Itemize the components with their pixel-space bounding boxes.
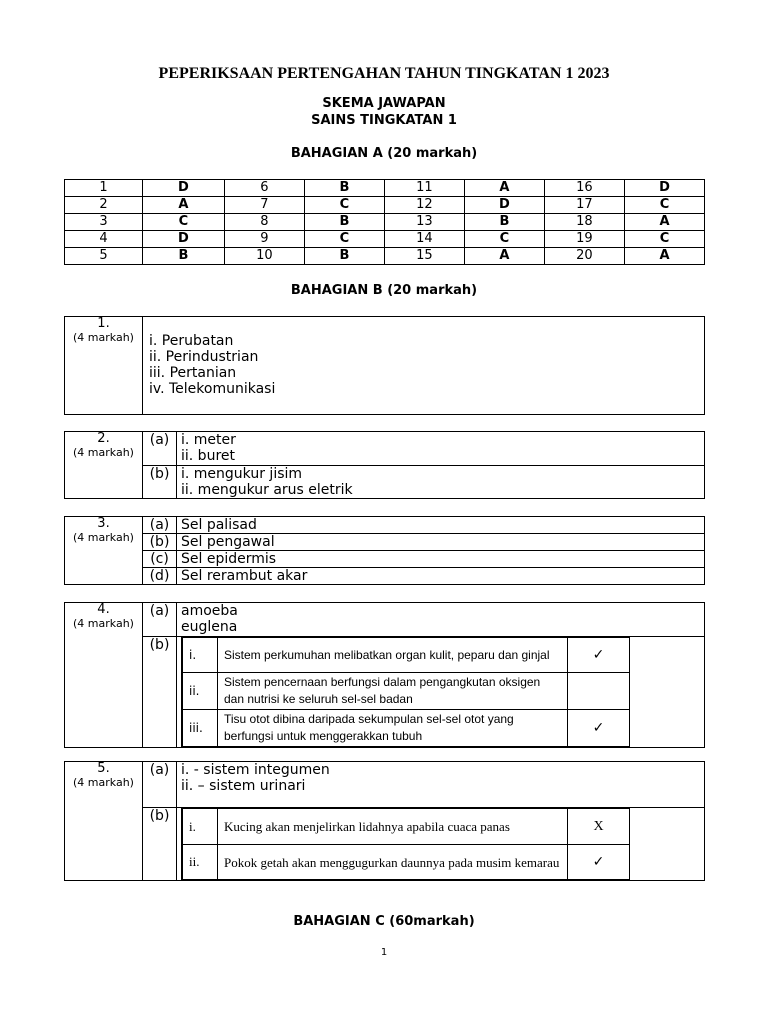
question-number: 1 (65, 180, 143, 197)
statement-number: i. (182, 638, 218, 673)
answer-letter: C (304, 197, 384, 214)
statement-number: i. (182, 809, 218, 845)
statement-text: Sistem pencernaan berfungsi dalam pengangkutan oksigen dan nutrisi ke seluruh sel-sel badan (218, 673, 568, 710)
part-label: (b) (143, 808, 177, 881)
answer-line: i. mengukur jisim (181, 466, 303, 482)
answer-letter: B (304, 180, 384, 197)
part-label: (d) (143, 568, 177, 585)
statement-text: Sistem perkumuhan melibatkan organ kulit, peparu dan ginjal (218, 638, 568, 673)
question-marks: (4 markah) (73, 776, 134, 789)
subject-label: SAINS TINGKATAN 1 (311, 113, 457, 128)
question-number-cell (65, 317, 143, 415)
answer-cell: Sel pengawal (177, 534, 705, 551)
answer-letter: C (624, 197, 704, 214)
statement-number: ii. (182, 845, 218, 880)
answer-letter: D (464, 197, 544, 214)
tick-mark-icon: ✓ (568, 638, 630, 673)
part-label: (c) (143, 551, 177, 568)
part-label: (b) (143, 466, 177, 499)
answer-row (65, 231, 705, 248)
section-c-heading: BAHAGIAN C (60markah) (293, 914, 475, 929)
question-1-box (64, 316, 705, 415)
question-number: 15 (384, 248, 464, 265)
question-2-box (64, 431, 705, 499)
tick-mark-icon: ✓ (568, 845, 630, 880)
answer-letter: A (142, 197, 224, 214)
question-marks: (4 markah) (73, 531, 134, 544)
question-number: 12 (384, 197, 464, 214)
question-number-cell (65, 432, 143, 499)
part-label: (a) (143, 517, 177, 534)
section-b-heading: BAHAGIAN B (20 markah) (290, 283, 478, 298)
section-a-answer-table (64, 179, 705, 265)
statement-text: Kucing akan menjelirkan lidahnya apabila cuaca panas (218, 809, 568, 845)
scheme-label: SKEMA JAWAPAN (322, 96, 446, 111)
answer-letter: A (464, 180, 544, 197)
question-number: 3 (65, 214, 143, 231)
cross-mark-icon: X (568, 809, 630, 845)
answer-line: ii. Perindustrian (149, 349, 259, 365)
question-number: 8 (224, 214, 304, 231)
statement-number: iii. (182, 710, 218, 747)
question-number: 5. (97, 761, 110, 776)
question-number-cell (65, 603, 143, 748)
answer-letter: B (304, 248, 384, 265)
question-number: 9 (224, 231, 304, 248)
answer-cell (143, 317, 705, 415)
statement-table-cell (177, 637, 705, 748)
statement-table (181, 808, 630, 880)
answer-line: ii. mengukur arus eletrik (181, 482, 353, 498)
answer-row (65, 197, 705, 214)
answer-cell (177, 762, 705, 808)
answer-letter: C (142, 214, 224, 231)
statement-number: ii. (182, 673, 218, 710)
statement-table-cell (177, 808, 705, 881)
document-title: PEPERIKSAAN PERTENGAHAN TAHUN TINGKATAN 1 2023 (158, 65, 610, 82)
answer-letter: D (142, 180, 224, 197)
question-number: 3. (97, 516, 110, 531)
question-number: 6 (224, 180, 304, 197)
answer-letter: C (464, 231, 544, 248)
answer-cell: Sel epidermis (177, 551, 705, 568)
part-label: (a) (143, 603, 177, 637)
question-number-cell (65, 762, 143, 881)
answer-letter: A (624, 214, 704, 231)
answer-letter: A (624, 248, 704, 265)
question-marks: (4 markah) (73, 617, 134, 630)
answer-letter: D (142, 231, 224, 248)
question-number: 2. (97, 431, 110, 446)
answer-cell: Sel rerambut akar (177, 568, 705, 585)
question-number: 4 (65, 231, 143, 248)
answer-row (65, 180, 705, 197)
question-number: 13 (384, 214, 464, 231)
question-number: 19 (544, 231, 624, 248)
part-label: (a) (143, 762, 177, 808)
question-3-box (64, 516, 705, 585)
answer-row (65, 248, 705, 265)
question-number: 1. (97, 316, 110, 331)
answer-letter: B (142, 248, 224, 265)
mark-cell (568, 673, 630, 710)
answer-line: iv. Telekomunikasi (149, 381, 276, 397)
question-number: 16 (544, 180, 624, 197)
answer-letter: B (304, 214, 384, 231)
question-number: 14 (384, 231, 464, 248)
statement-table (181, 637, 630, 747)
answer-line: amoeba (181, 603, 238, 619)
question-number: 18 (544, 214, 624, 231)
answer-line: i. meter (181, 432, 236, 448)
answer-line: euglena (181, 619, 238, 635)
answer-line: i. - sistem integumen (181, 762, 330, 778)
question-number: 2 (65, 197, 143, 214)
statement-text: Pokok getah akan menggugurkan daunnya pada musim kemarau (218, 845, 568, 880)
answer-cell (177, 432, 705, 466)
question-number: 20 (544, 248, 624, 265)
question-number: 5 (65, 248, 143, 265)
answer-letter: C (304, 231, 384, 248)
answer-cell: Sel palisad (177, 517, 705, 534)
question-marks: (4 markah) (73, 331, 134, 344)
answer-line: ii. – sistem urinari (181, 778, 306, 794)
answer-cell (177, 603, 705, 637)
part-label: (b) (143, 534, 177, 551)
section-a-heading: BAHAGIAN A (20 markah) (290, 146, 478, 161)
answer-letter: B (464, 214, 544, 231)
question-number-cell (65, 517, 143, 585)
part-label: (b) (143, 637, 177, 748)
page-number: 1 (380, 947, 388, 958)
question-4-box (64, 602, 705, 748)
tick-mark-icon: ✓ (568, 710, 630, 747)
answer-letter: D (624, 180, 704, 197)
question-number: 17 (544, 197, 624, 214)
question-number: 10 (224, 248, 304, 265)
question-5-box (64, 761, 705, 881)
answer-line: i. Perubatan (149, 333, 234, 349)
statement-text: Tisu otot dibina daripada sekumpulan sel-sel otot yang berfungsi untuk menggerakkan tubuh (218, 710, 568, 747)
question-number: 4. (97, 602, 110, 617)
answer-cell (177, 466, 705, 499)
answer-line: ii. buret (181, 448, 235, 464)
answer-letter: C (624, 231, 704, 248)
answer-line: iii. Pertanian (149, 365, 237, 381)
part-label: (a) (143, 432, 177, 466)
question-number: 7 (224, 197, 304, 214)
question-marks: (4 markah) (73, 446, 134, 459)
answer-letter: A (464, 248, 544, 265)
answer-row (65, 214, 705, 231)
question-number: 11 (384, 180, 464, 197)
